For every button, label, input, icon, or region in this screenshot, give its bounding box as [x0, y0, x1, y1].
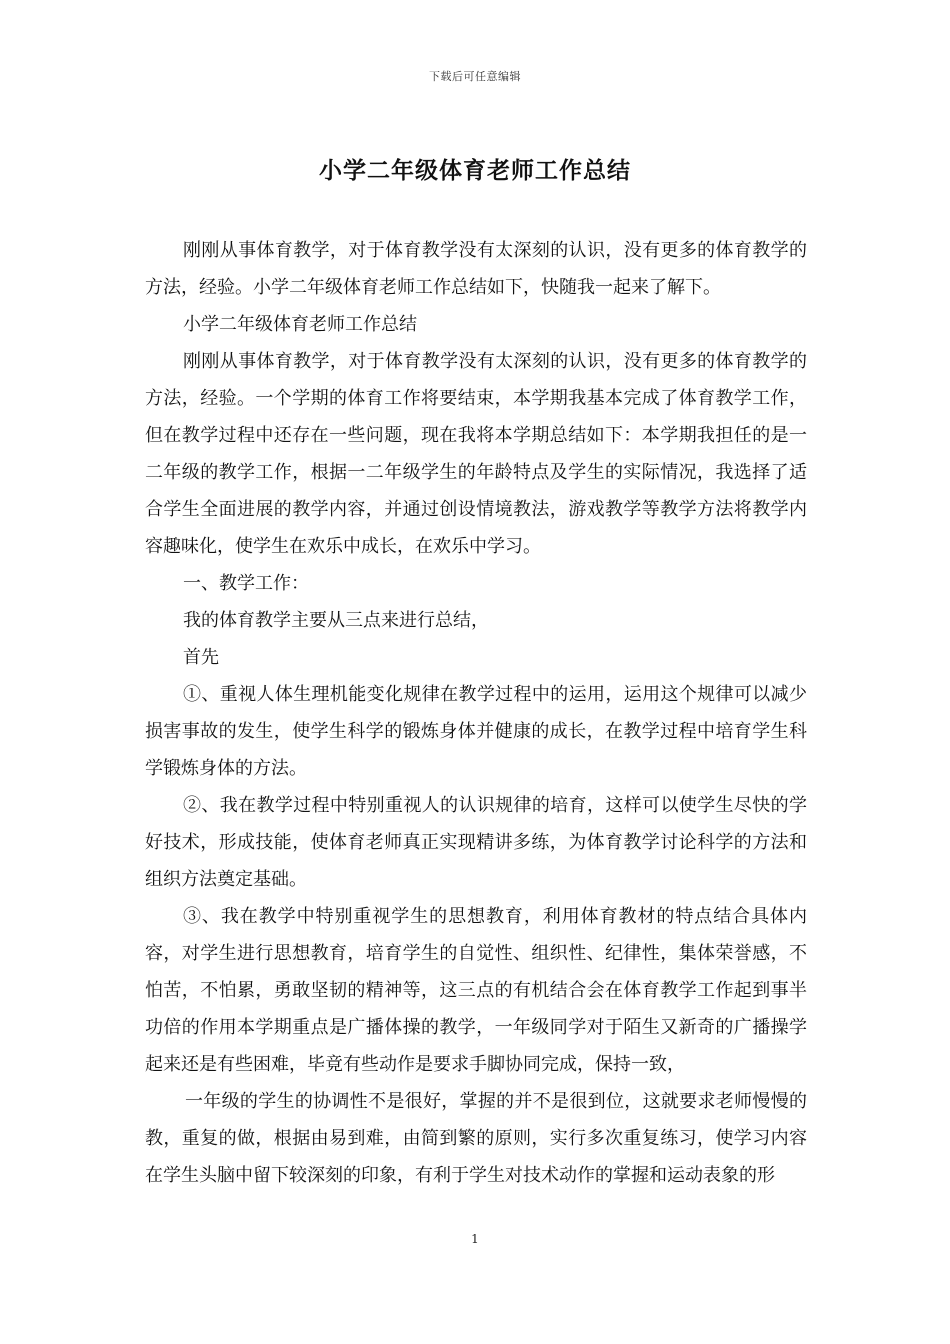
paragraph-point-3: ③、我在教学中特别重视学生的思想教育，利用体育教材的特点结合具体内容，对学生进行思想教育，培育学生的自觉性、组织性、纪律性，集体荣誉感，不怕苦，不怕累，勇敢坚韧的精神等，这三点的有机结合会在体育教学工作起到事半功倍的作用本学期重点是广播体操的教学，一年级同学对于陌生又新奇的广播操学起来还是有些困难，毕竟有些动作是要求手脚协同完成，保持一致，	[145, 906, 807, 1075]
document-title: 小学二年级体育老师工作总结	[319, 157, 631, 184]
document-body	[145, 232, 807, 1194]
paragraph-point-2: ②、我在教学过程中特别重视人的认识规律的培育，这样可以使学生尽快的学好技术，形成技能，使体育老师真正实现精讲多练，为体育教学讨论科学的方法和组织方法奠定基础。	[145, 795, 807, 890]
paragraph-first: 首先	[183, 647, 219, 668]
paragraph-point-1: ①、重视人体生理机能变化规律在教学过程中的运用，运用这个规律可以减少损害事故的发生，使学生科学的锻炼身体并健康的成长，在教学过程中培育学生科学锻炼身体的方法。	[145, 684, 807, 779]
paragraph-section-heading: 一、教学工作：	[183, 573, 309, 594]
paragraph-intro: 刚刚从事体育教学，对于体育教学没有太深刻的认识，没有更多的体育教学的方法，经验。小学二年级体育老师工作总结如下，快随我一起来了解下。	[145, 240, 807, 298]
paragraph-overview: 刚刚从事体育教学，对于体育教学没有太深刻的认识，没有更多的体育教学的方法，经验。一个学期的体育工作将要结束，本学期我基本完成了体育教学工作，但在教学过程中还存在一些问题，现在我将本学期总结如下：本学期我担任的是一二年级的教学工作，根据一二年级学生的年龄特点及学生的实际情况，我选择了适合学生全面进展的教学内容，并通过创设情境教法，游戏教学等教学方法将教学内容趣味化，使学生在欢乐中成长，在欢乐中学习。	[145, 351, 807, 557]
paragraph-grade-one: 一年级的学生的协调性不是很好，掌握的并不是很到位，这就要求老师慢慢的教，重复的做，根据由易到难，由简到繁的原则，实行多次重复练习，使学习内容在学生头脑中留下较深刻的印象，有利于学生对技术动作的掌握和运动表象的形	[145, 1091, 807, 1186]
page-number: 1	[471, 1232, 479, 1246]
header-note: 下载后可任意编辑	[429, 70, 521, 83]
paragraph-subtitle: 小学二年级体育老师工作总结	[183, 314, 417, 335]
paragraph-summary-lead: 我的体育教学主要从三点来进行总结，	[183, 610, 489, 631]
